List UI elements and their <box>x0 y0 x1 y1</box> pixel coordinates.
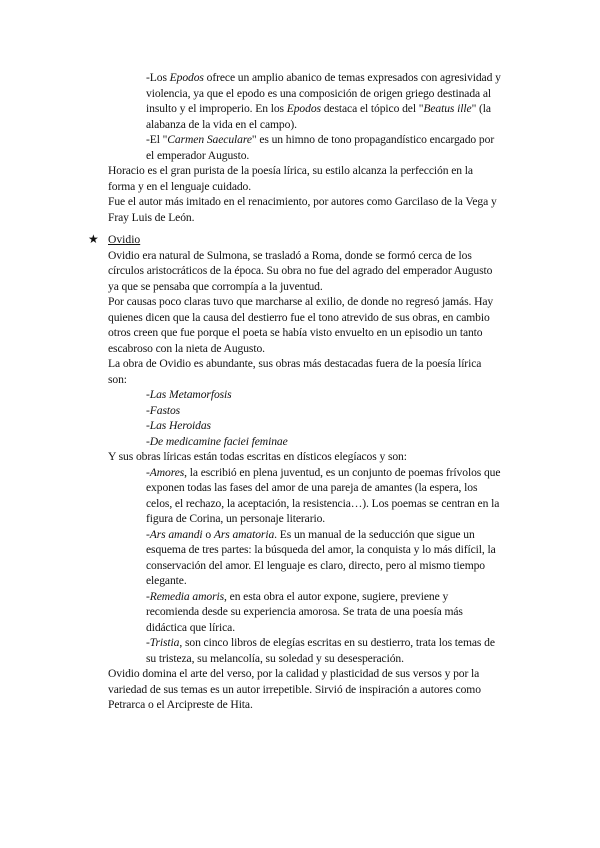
text-line: elegante. <box>146 574 187 587</box>
text-line: Fue el autor más imitado en el renacimiento, por autores como Garcilaso de la Vega y <box>108 195 497 208</box>
text-line: insulto y el improperio. En los Epodos destaca el tópico del "Beatus ille" (la <box>146 102 491 115</box>
text-line: Horacio es el gran purista de la poesía lírica, su estilo alcanza la perfección en la <box>108 164 473 177</box>
text-line: Fray Luis de León. <box>108 211 195 224</box>
text-line: celos, el rechazo, la aceptación, la resistencia…). Los poemas se centran en la <box>146 497 500 510</box>
text-line: su tristeza, su melancolía, su soledad y su desesperación. <box>146 652 404 665</box>
text-line: -El "Carmen Saeculare" es un himno de tono propagandístico encargado por <box>146 133 495 146</box>
text-line: -Amores, la escribió en plena juventud, es un conjunto de poemas frívolos que <box>146 466 501 479</box>
work-item: -Fastos <box>146 404 181 417</box>
text-line: alabanza de la vida en el campo). <box>146 118 297 131</box>
text-line: -Los Epodos ofrece un amplio abanico de temas expresados con agresividad y <box>146 71 501 84</box>
text-line: círculos aristocráticos de la época. Su obra no fue del agrado del emperador Augusto <box>108 264 493 277</box>
text-line: -Tristia, son cinco libros de elegías escritas en su destierro, trata los temas de <box>146 636 495 649</box>
text-line: didáctica que lírica. <box>146 621 235 634</box>
text-line: Por causas poco claras tuvo que marcharse al exilio, de donde no regresó jamás. Hay <box>108 295 494 308</box>
text-line: esquema de tres partes: la búsqueda del amor, la conquista y lo más difícil, la <box>146 543 496 556</box>
section-heading-ovidio: Ovidio <box>108 233 141 246</box>
work-item: -Las Heroidas <box>146 419 211 432</box>
work-item: -De medicamine faciei feminae <box>146 435 288 448</box>
text-line: conservación del amor. El lenguaje es claro, directo, pero al mismo tiempo <box>146 559 486 572</box>
work-item: -Las Metamorfosis <box>146 388 232 401</box>
text-line: Ovidio era natural de Sulmona, se trasladó a Roma, donde se formó cerca de los <box>108 249 472 262</box>
text-line: recomienda desde su experiencia amorosa. Se trata de una poesía más <box>146 605 463 618</box>
text-line: son: <box>108 373 127 386</box>
text-line: variedad de sus temas es un autor irrepetible. Sirvió de inspiración a autores como <box>108 683 481 696</box>
text-line: el emperador Augusto. <box>146 149 250 162</box>
text-line: forma y en el lenguaje cuidado. <box>108 180 252 193</box>
text-line: Y sus obras líricas están todas escritas en dísticos elegíacos y son: <box>108 450 407 463</box>
text-line: escabroso con la nieta de Augusto. <box>108 342 265 355</box>
text-line: ya que se pensaba que corrompía a la juventud. <box>108 280 323 293</box>
text-line: Petrarca o el Arcipreste de Hita. <box>108 698 253 711</box>
text-line: figura de Corina, un personaje literario. <box>146 512 326 525</box>
text-line: exponen todas las fases del amor de una pareja de amantes (la espera, los <box>146 481 478 494</box>
text-line: quienes dicen que la causa del destierro fue el tono atrevido de sus obras, en cambio <box>108 311 490 324</box>
text-line: -Ars amandi o Ars amatoria. Es un manual de la seducción que sigue un <box>146 528 475 541</box>
star-bullet-icon: ★ <box>88 232 99 246</box>
text-line: La obra de Ovidio es abundante, sus obras más destacadas fuera de la poesía lírica <box>108 357 482 370</box>
text-line: otros creen que fue porque el poeta se había visto envuelto en un episodio un tanto <box>108 326 483 339</box>
text-line: violencia, ya que el epodo es una composición de origen griego destinada al <box>146 87 492 100</box>
text-line: Ovidio domina el arte del verso, por la calidad y plasticidad de sus versos y por la <box>108 667 480 680</box>
text-line: -Remedia amoris, en esta obra el autor expone, sugiere, previene y <box>146 590 449 603</box>
